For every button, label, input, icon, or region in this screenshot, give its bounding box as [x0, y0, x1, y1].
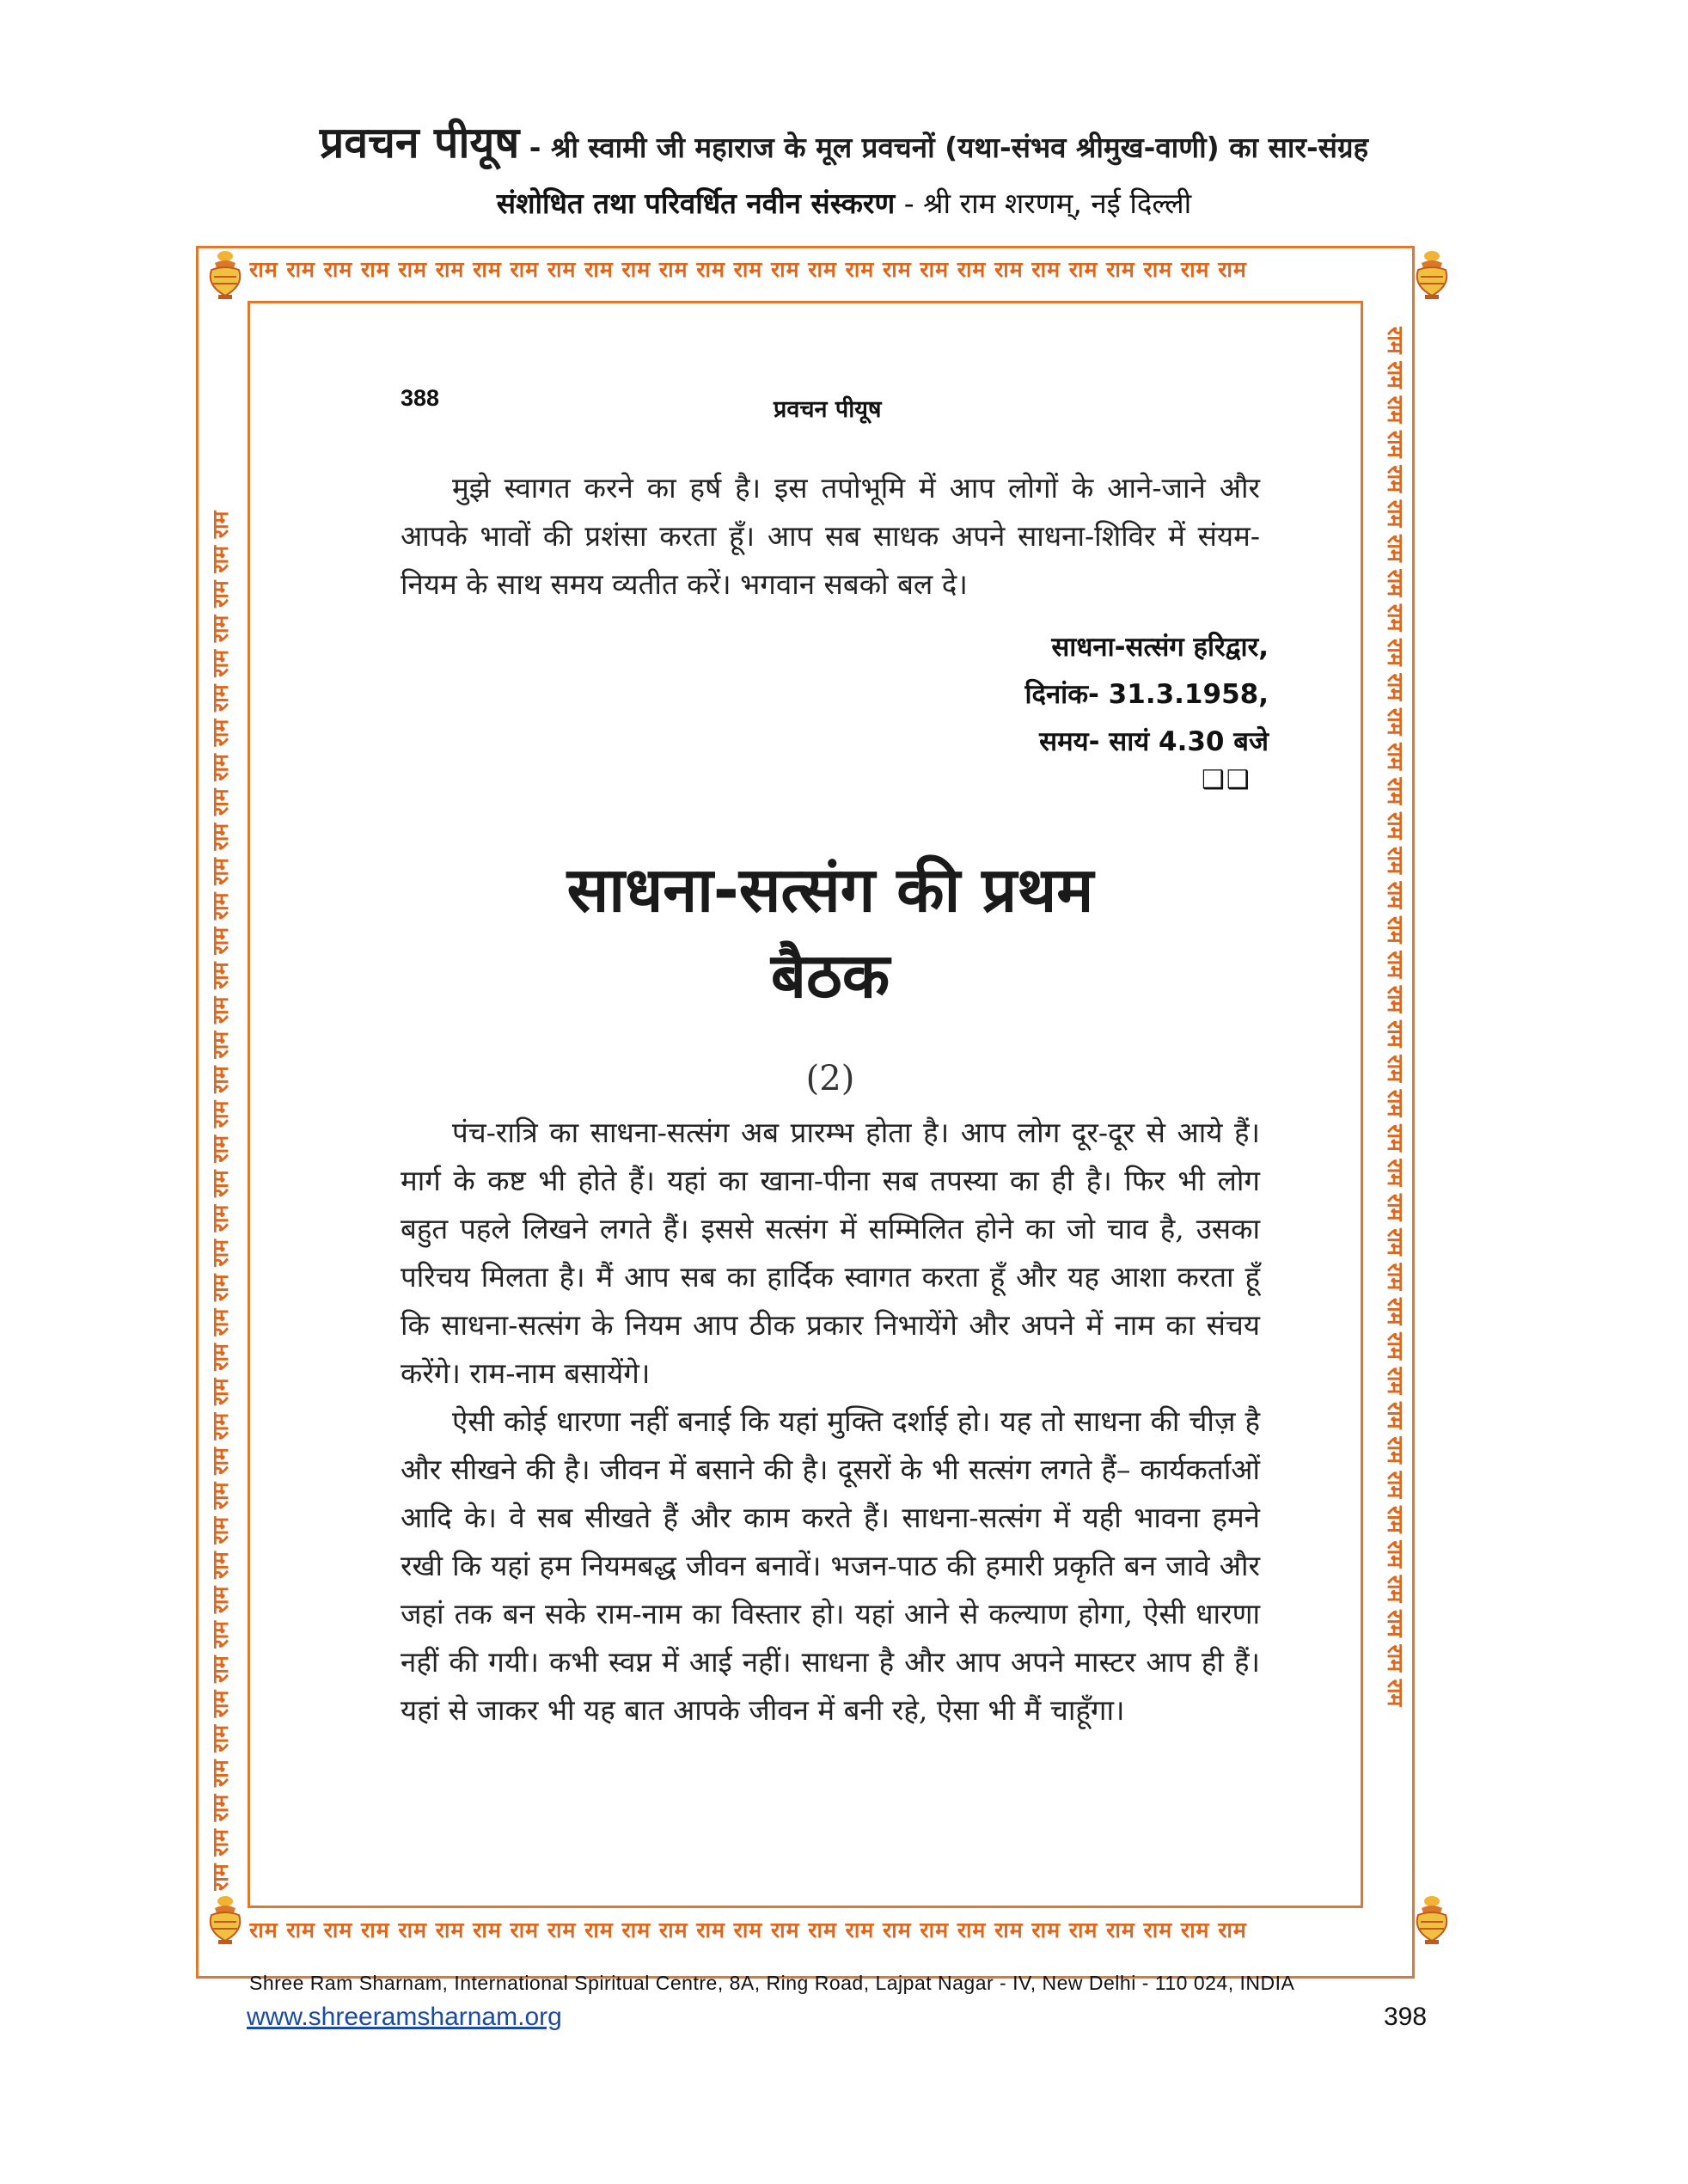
- border-ram-bottom: राम राम राम राम राम राम राम राम राम राम राम राम राम राम राम राम राम राम राम राम राम राम राम राम राम राम राम: [249, 1918, 1247, 1942]
- chapter-title: [401, 847, 1260, 1019]
- kalash-ornament-icon: [1410, 1894, 1454, 1946]
- kalash-ornament-icon: [1410, 249, 1454, 301]
- book-subtitle: श्री स्वामी जी महाराज के मूल प्रवचनों (यथा-संभव श्रीमुख-वाणी) का सार-संग्रह: [551, 131, 1369, 164]
- footer-address: Shree Ram Sharnam, International Spiritual Centre, 8A, Ring Road, Lajpat Nagar - IV, New Delhi - 110 024, INDIA: [249, 1972, 1295, 1994]
- book-page-number: 388: [401, 385, 440, 411]
- chapter-body: [401, 1109, 1260, 1734]
- border-ram-top: राम राम राम राम राम राम राम राम राम राम राम राम राम राम राम राम राम राम राम राम राम राम राम राम राम राम राम: [249, 257, 1247, 282]
- pdf-page-number: 398: [1384, 2003, 1428, 2031]
- end-mark: ❑❑: [1202, 765, 1251, 795]
- header-dash: -: [519, 131, 551, 164]
- edition-label: संशोधित तथा परिवर्धित नवीन संस्करण: [496, 187, 896, 220]
- book-title: प्रवचन पीयूष: [319, 118, 520, 168]
- publisher-label: - श्री राम शरणम्, नई दिल्ली: [895, 187, 1192, 220]
- website-link[interactable]: www.shreeramsharnam.org: [247, 2003, 562, 2031]
- chapter-title-line-1: साधना-सत्संग की प्रथम: [566, 853, 1094, 926]
- running-head: प्रवचन पीयूष: [774, 396, 882, 423]
- paragraph-text: ऐसी कोई धारणा नहीं बनाई कि यहां मुक्ति दर्शाई हो। यह तो साधना की चीज़ है और सीखने की है। जीवन में बसाने की है। दूसरों के भी सत्संग लगते हैं– कार्यकर्ताओं आदि के। वे सब सीखते हैं और काम करते हैं। साधना-सत्संग में यही भावना हमने रखी कि यहां हम नियमबद्ध जीवन बनावें। भजन-पाठ की हमारी प्रकृति बन जावे और जहां तक बन सके राम-नाम का विस्तार हो। यहां आने से कल्याण होगा, ऐसी धारणा नहीं की गयी। कभी स्वप्न में आई नहीं। साधना है और आप अपने मास्टर आप ही हैं। यहां से जाकर भी यह बात आपके जीवन में बनी रहे, ऐसा भी मैं चाहूँगा।: [401, 1404, 1260, 1727]
- signature-date: दिनांक- 31.3.1958,: [1024, 679, 1269, 710]
- chapter-title-line-2: बैठक: [770, 939, 890, 1012]
- section-number: (2): [805, 1059, 855, 1098]
- signature-block: [1024, 624, 1269, 766]
- header-edition-line: [0, 183, 1688, 222]
- paragraph-welcome: [401, 464, 1260, 609]
- header-title-line: [0, 112, 1688, 170]
- signature-place: साधना-सत्संग हरिद्वार,: [1051, 632, 1269, 663]
- border-ram-right: राम राम राम राम राम राम राम राम राम राम राम राम राम राम राम राम राम राम राम राम राम राम राम राम राम राम राम राम राम राम राम राम राम राम राम राम राम राम राम राम: [1383, 327, 1408, 1707]
- border-ram-left: राम राम राम राम राम राम राम राम राम राम राम राम राम राम राम राम राम राम राम राम राम राम राम राम राम राम राम राम राम राम राम राम राम राम राम राम राम राम राम राम: [208, 511, 233, 1891]
- signature-time: समय- सायं 4.30 बजे: [1039, 726, 1269, 757]
- kalash-ornament-icon: [203, 249, 248, 301]
- paragraph-text: मुझे स्वागत करने का हर्ष है। इस तपोभूमि में आप लोगों के आने-जाने और आपके भावों की प्रशंसा करता हूँ। आप सब साधक अपने साधना-शिविर में संयम-नियम के साथ समय व्यतीत करें। भगवान सबको बल दे।: [401, 471, 1260, 601]
- kalash-ornament-icon: [203, 1894, 248, 1946]
- paragraph-text: पंच-रात्रि का साधना-सत्संग अब प्रारम्भ होता है। आप लोग दूर-दूर से आये हैं। मार्ग के कष्ट भी होते हैं। यहां का खाना-पीना सब तपस्या का ही है। फिर भी लोग बहुत पहले लिखने लगते हैं। इससे सत्संग में सम्मिलित होने का जो चाव है, उसका परिचय मिलता है। मैं आप सब का हार्दिक स्वागत करता हूँ और यह आशा करता हूँ कि साधना-सत्संग के नियम आप ठीक प्रकार निभायेंगे और अपने में नाम का संचय करेंगे। राम-नाम बसायेंगे।: [401, 1116, 1260, 1390]
